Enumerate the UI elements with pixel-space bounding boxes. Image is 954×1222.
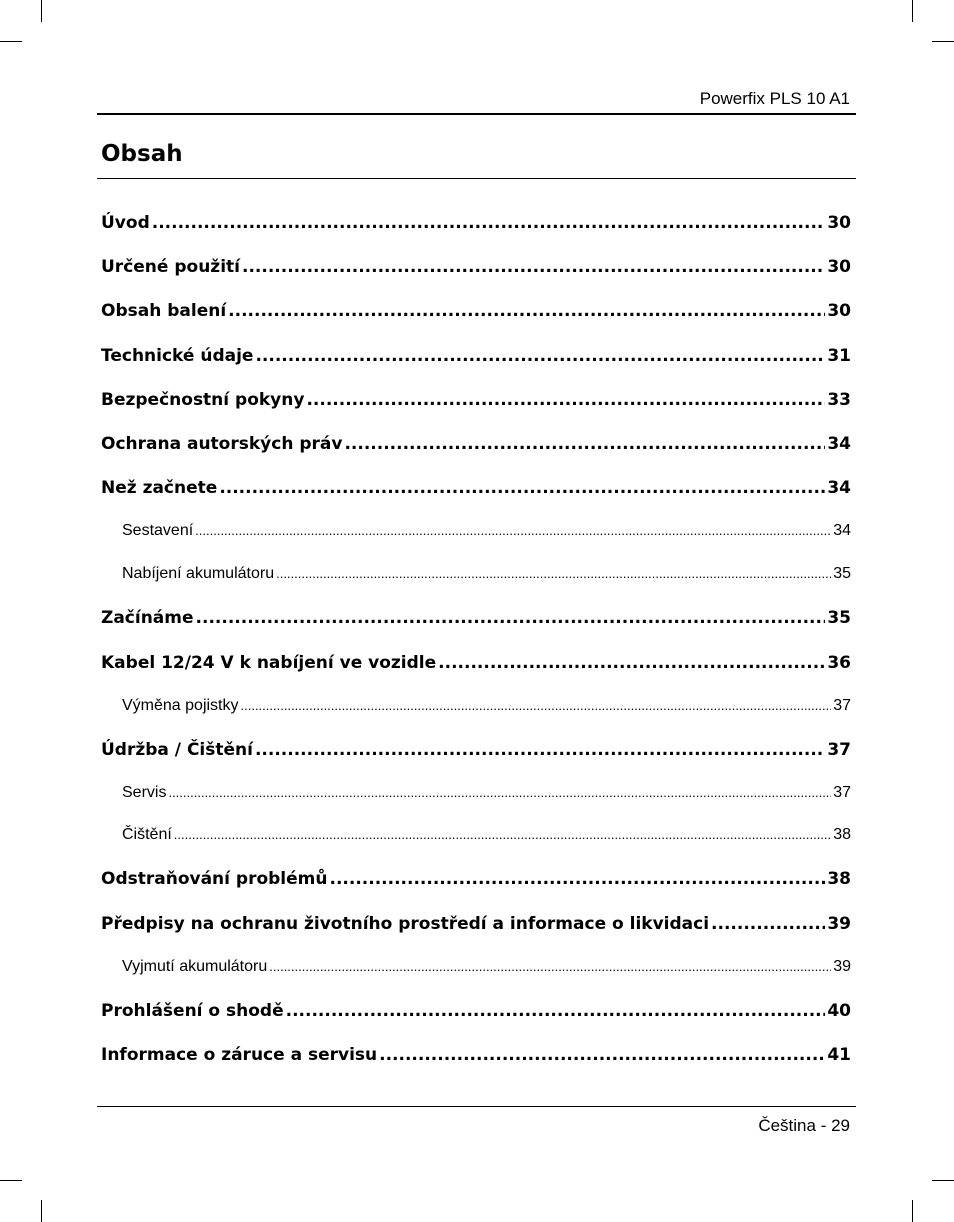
toc-dot-leader — [219, 477, 825, 499]
toc-dot-leader — [269, 957, 831, 977]
toc-entry-label: Odstraňování problémů — [101, 869, 328, 889]
toc-entry-page: 39 — [833, 958, 851, 975]
toc-entry[interactable] — [101, 957, 851, 979]
toc-dot-leader — [306, 389, 825, 411]
toc-entry-label: Prohlášení o shodě — [101, 1001, 284, 1021]
toc-entry-page: 39 — [827, 914, 851, 934]
toc-entry-label: Určené použití — [101, 257, 240, 277]
toc-entry-page: 30 — [827, 213, 851, 233]
toc-entry-page: 40 — [827, 1001, 851, 1021]
toc-entry-label: Údržba / Čištění — [101, 740, 253, 760]
crop-mark — [912, 0, 913, 22]
toc-dot-leader — [286, 1000, 826, 1022]
toc-entry-page: 34 — [827, 434, 851, 454]
toc-entry-label: Obsah balení — [101, 301, 227, 321]
toc-dot-leader — [174, 825, 831, 845]
toc-entry-label: Začínáme — [101, 608, 194, 628]
toc-entry[interactable] — [101, 564, 851, 586]
toc-entry-label: Informace o záruce a servisu — [101, 1045, 378, 1065]
crop-mark — [41, 0, 42, 22]
toc-dot-leader — [255, 739, 825, 761]
crop-mark — [0, 1180, 22, 1181]
toc-entry-label: Než začnete — [101, 478, 218, 498]
toc-entry-label: Vyjmutí akumulátoru — [122, 958, 268, 975]
toc-entry[interactable] — [101, 521, 851, 543]
toc-entry[interactable] — [101, 1000, 851, 1022]
toc-entry[interactable] — [101, 212, 851, 234]
toc-entry-label: Čištění — [122, 826, 172, 843]
toc-dot-leader — [344, 433, 825, 455]
toc-entry[interactable] — [101, 913, 851, 935]
crop-mark — [912, 1200, 913, 1222]
toc-entry-page: 35 — [833, 565, 851, 582]
toc-entry-page: 38 — [827, 869, 851, 889]
toc-entry[interactable] — [101, 696, 851, 718]
toc-entry-page: 31 — [827, 346, 851, 366]
toc-entry[interactable] — [101, 477, 851, 499]
toc-entry-label: Sestavení — [122, 522, 194, 539]
toc-entry[interactable] — [101, 300, 851, 322]
toc-dot-leader — [241, 696, 832, 716]
toc-entry-page: 34 — [827, 478, 851, 498]
toc-entry[interactable] — [101, 345, 851, 367]
toc-dot-leader — [152, 212, 826, 234]
toc-entry-label: Ochrana autorských práv — [101, 434, 343, 454]
toc-entry-label: Předpisy na ochranu životního prostředí a informace o likvidaci — [101, 914, 710, 934]
toc-dot-leader — [438, 652, 825, 674]
toc-dot-leader — [379, 1044, 825, 1066]
toc-entry[interactable] — [101, 256, 851, 278]
toc-entry-page: 37 — [833, 784, 851, 801]
toc-entry-page: 35 — [827, 608, 851, 628]
toc-entry[interactable] — [101, 389, 851, 411]
toc-entry[interactable] — [101, 825, 851, 847]
toc-entry-page: 33 — [827, 390, 851, 410]
toc-entry-page: 34 — [833, 522, 851, 539]
toc-entry[interactable] — [101, 433, 851, 455]
table-of-contents — [101, 0, 851, 1222]
crop-mark — [932, 41, 954, 42]
crop-mark — [41, 1200, 42, 1222]
toc-entry-page: 36 — [827, 653, 851, 673]
toc-entry[interactable] — [101, 739, 851, 761]
toc-entry-label: Kabel 12/24 V k nabíjení ve vozidle — [101, 653, 437, 673]
toc-dot-leader — [242, 256, 825, 278]
toc-entry[interactable] — [101, 652, 851, 674]
toc-entry-page: 30 — [827, 257, 851, 277]
toc-entry-page: 37 — [833, 697, 851, 714]
toc-entry[interactable] — [101, 783, 851, 805]
toc-dot-leader — [711, 913, 825, 935]
toc-entry-page: 38 — [833, 826, 851, 843]
toc-dot-leader — [168, 783, 831, 803]
header-product-name: Powerfix PLS 10 A1 — [699, 89, 850, 108]
toc-dot-leader — [329, 868, 825, 890]
toc-entry[interactable] — [101, 1044, 851, 1066]
toc-dot-leader — [195, 521, 831, 541]
crop-mark — [932, 1180, 954, 1181]
footer-rule — [97, 1106, 856, 1107]
footer-page-label: Čeština - 29 — [758, 1116, 850, 1135]
toc-entry-page: 41 — [827, 1045, 851, 1065]
toc-entry-label: Výměna pojistky — [122, 697, 239, 714]
page-title: Obsah — [101, 141, 183, 167]
toc-dot-leader — [196, 607, 826, 629]
toc-entry-page: 30 — [827, 301, 851, 321]
toc-entry-label: Úvod — [101, 213, 150, 233]
toc-entry-label: Technické údaje — [101, 346, 254, 366]
toc-dot-leader — [255, 345, 825, 367]
toc-entry[interactable] — [101, 607, 851, 629]
toc-entry-label: Nabíjení akumulátoru — [122, 565, 275, 582]
toc-entry-page: 37 — [827, 740, 851, 760]
toc-dot-leader — [276, 564, 831, 584]
toc-dot-leader — [228, 300, 825, 322]
toc-entry-label: Bezpečnostní pokyny — [101, 390, 305, 410]
toc-entry-label: Servis — [122, 784, 167, 801]
toc-entry[interactable] — [101, 868, 851, 890]
crop-mark — [0, 41, 22, 42]
